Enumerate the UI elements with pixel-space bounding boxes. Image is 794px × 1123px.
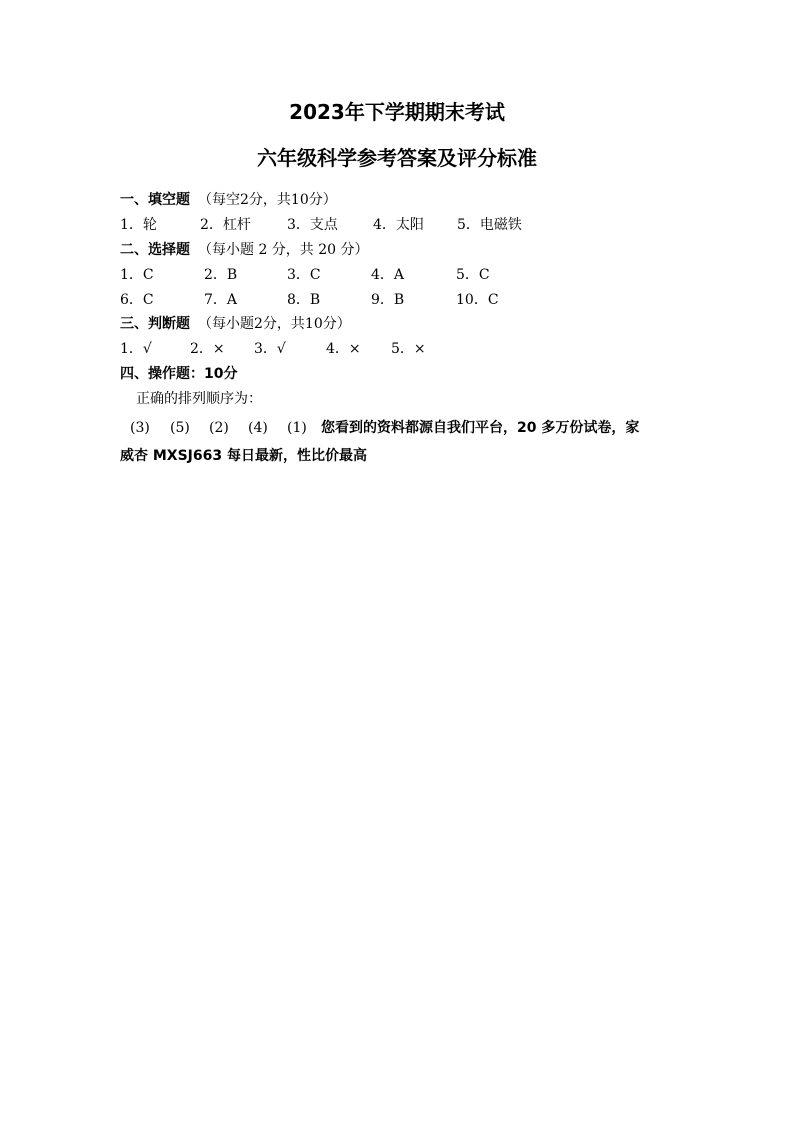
section-2-answers-row-2 xyxy=(120,290,600,310)
answer-item: 1．C xyxy=(120,267,154,283)
answer-item: 8．B xyxy=(287,292,321,308)
answer-item: 9．B xyxy=(371,292,405,308)
order-item: (2) xyxy=(209,420,229,436)
answer-item: 5．电磁铁 xyxy=(457,217,522,233)
answer-item: 7．A xyxy=(204,292,238,308)
answer-item: 10．C xyxy=(456,292,499,308)
answer-item: 2．B xyxy=(204,267,238,283)
answer-item: 2．× xyxy=(190,341,225,357)
section-4-header xyxy=(120,364,237,384)
section-4-heading: 四、操作题：10分 xyxy=(120,366,238,382)
answer-item: 3．支点 xyxy=(287,217,338,233)
exam-subtitle: 六年级科学参考答案及评分标准 xyxy=(257,146,537,170)
answer-item: 1．轮 xyxy=(120,217,157,233)
section-3-heading: 三、判断题 xyxy=(120,316,190,332)
answer-item: 4．A xyxy=(371,267,405,283)
order-item: (3) xyxy=(130,420,150,436)
order-item: (1) xyxy=(287,420,307,436)
answer-item: 5．C xyxy=(456,267,490,283)
section-2-answers-row-1 xyxy=(120,265,600,285)
promo-text-line-2: 威杏 MXSJ663 每日最新，性比价最高 xyxy=(120,448,367,464)
section-2-header xyxy=(120,240,369,260)
answer-item: 3．√ xyxy=(254,341,286,357)
order-item: (5) xyxy=(170,420,190,436)
answer-item: 2．杠杆 xyxy=(200,217,251,233)
answer-item: 6．C xyxy=(120,292,154,308)
section-3-note: （每小题2分，共10分） xyxy=(198,316,351,332)
section-1-note: （每空2分，共10分） xyxy=(198,192,337,208)
exam-title: 2023年下学期期末考试 xyxy=(289,100,505,124)
answer-item: 4．太阳 xyxy=(373,217,424,233)
promo-text-line-1: 您看到的资料都源自我们平台，20 多万份试卷，家 xyxy=(321,420,640,436)
answer-item: 4．× xyxy=(326,341,361,357)
answer-item: 3．C xyxy=(287,267,321,283)
order-item: (4) xyxy=(248,420,268,436)
section-1-heading: 一、填空题 xyxy=(120,192,190,208)
section-3-header xyxy=(120,314,351,334)
section-2-note: （每小题 2 分，共 20 分） xyxy=(198,242,369,258)
section-4-intro: 正确的排列顺序为： xyxy=(136,391,262,407)
section-1-answers xyxy=(120,215,600,235)
answer-item: 1．√ xyxy=(120,341,152,357)
section-2-heading: 二、选择题 xyxy=(120,242,190,258)
section-1-header xyxy=(120,190,337,210)
section-4-order-line xyxy=(130,418,690,438)
section-3-answers xyxy=(120,339,600,359)
answer-item: 5．× xyxy=(391,341,426,357)
